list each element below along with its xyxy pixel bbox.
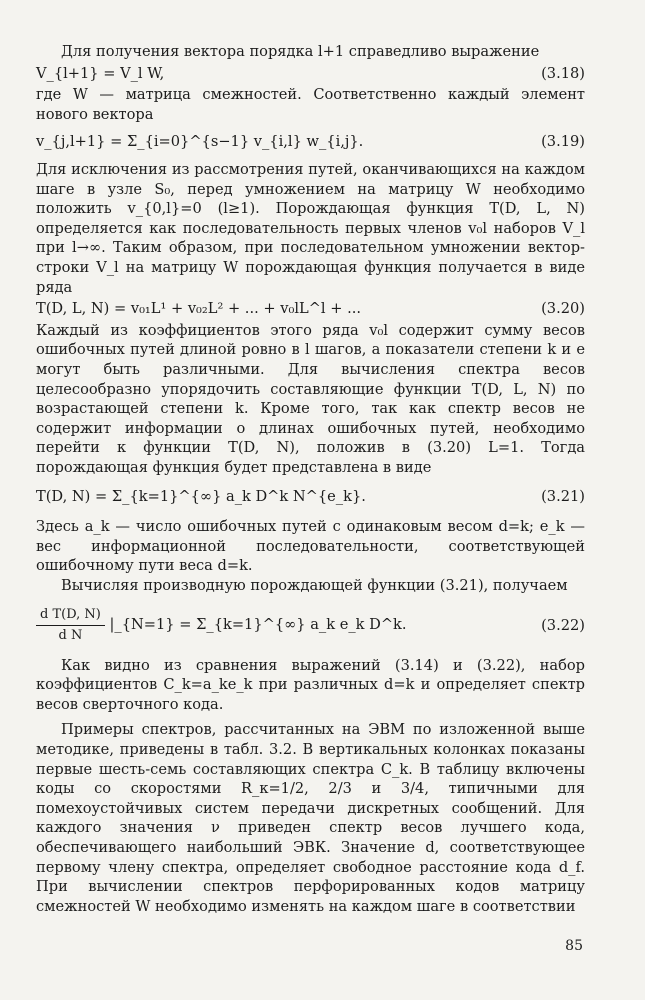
equation-3-21 [36, 487, 585, 507]
page-body [36, 42, 585, 916]
paragraph-1: Для получения вектора порядка l+1 справедливо выражение [61, 43, 540, 60]
fraction-denominator: d N [58, 628, 83, 644]
equation-3-20-body: T(D, L, N) = v₀₁L¹ + v₀₂L² + ... + v₀lL^l + ... [36, 300, 362, 318]
equation-number: (3.20) [541, 300, 585, 318]
equation-number: (3.21) [541, 488, 585, 506]
derivative-fraction [36, 605, 105, 645]
equation-3-22-body [36, 605, 407, 645]
page-number: 85 [565, 938, 583, 954]
paragraph-8: Примеры спектров, рассчитанных на ЭВМ по изложенной выше методике, приведены в табл. 3.2. В вертикальных колонках показаны первые шесть-семь составляющих спектра C_k. В таблицу включены коды со скоростями R_к=1/2, 2/3 и 3/4, типичными для помехоустойчивых систем передачи дискретных сообщений. Для каждого значения ν приведен спектр весов лучшего кода, обеспечивающего наибольший ЭВК. Значение d, соответствующее первому члену спектра, определяет свободное расстояние кода d_f. При вычислении спектров перфорированных кодов матрицу смежностей W необходимо изменять на каждом шаге в соответствии [36, 721, 585, 915]
equation-number: (3.18) [541, 64, 585, 82]
equation-3-21-body: T(D, N) = Σ_{k=1}^{∞} a_k D^k N^{e_k}. [36, 488, 366, 506]
equation-number: (3.22) [541, 616, 585, 634]
paragraph-6: Вычисляя производную порождающей функции (3.21), получаем [61, 576, 568, 594]
equation-3-19 [36, 132, 585, 152]
equation-3-19-body: v_{j,l+1} = Σ_{i=0}^{s−1} v_{i,l} w_{i,j}. [36, 133, 364, 151]
paragraph-3: Для исключения из рассмотрения путей, оканчивающихся на каждом шаге в узле S₀, перед умножением на матрицу W необходимо положить v_{0,l}=0 (l≥1). Порождающая функция T(D, L, N) определяется как последовательность первых членов v₀l наборов V_l при l→∞. Таким образом, при последовательном умножении вектор-строки V_l на матрицу W порождающая функция получается в виде ряда [36, 160, 585, 296]
equation-3-20 [36, 299, 585, 319]
paragraph-2: где W — матрица смежностей. Соответственно каждый элемент нового вектора [36, 86, 585, 123]
paragraph-5: Здесь a_k — число ошибочных путей с одинаковым весом d=k; e_k — вес информационной последовательности, соответствующей ошибочному пути веса d=k. [36, 518, 585, 575]
fraction-numerator: d T(D, N) [36, 605, 105, 626]
paragraph-4: Каждый из коэффициентов этого ряда v₀l содержит сумму весов ошибочных путей длиной ровно в l шагов, а показатели степени k и e могут быть различными. Для вычисления спектра весов целесообразно упорядочить составляющие функции T(D, L, N) по возрастающей степени k. Кроме того, так как спектр весов не содержит информации о длинах ошибочных путей, необходимо перейти к функции T(D, N), положив в (3.20) L=1. Тогда порождающая функция будет представлена в виде [36, 321, 585, 476]
equation-3-22 [36, 605, 585, 645]
equation-3-22-tail: |_{N=1} = Σ_{k=1}^{∞} a_k e_k D^k. [109, 616, 407, 634]
equation-3-18-body: V_{l+1} = V_l W, [36, 64, 165, 82]
equation-3-18 [36, 64, 585, 84]
equation-number: (3.19) [541, 133, 585, 151]
paragraph-7: Как видно из сравнения выражений (3.14) и (3.22), набор коэффициентов C_k=a_ke_k при различных d=k и определяет спектр весов сверточного кода. [36, 656, 585, 713]
